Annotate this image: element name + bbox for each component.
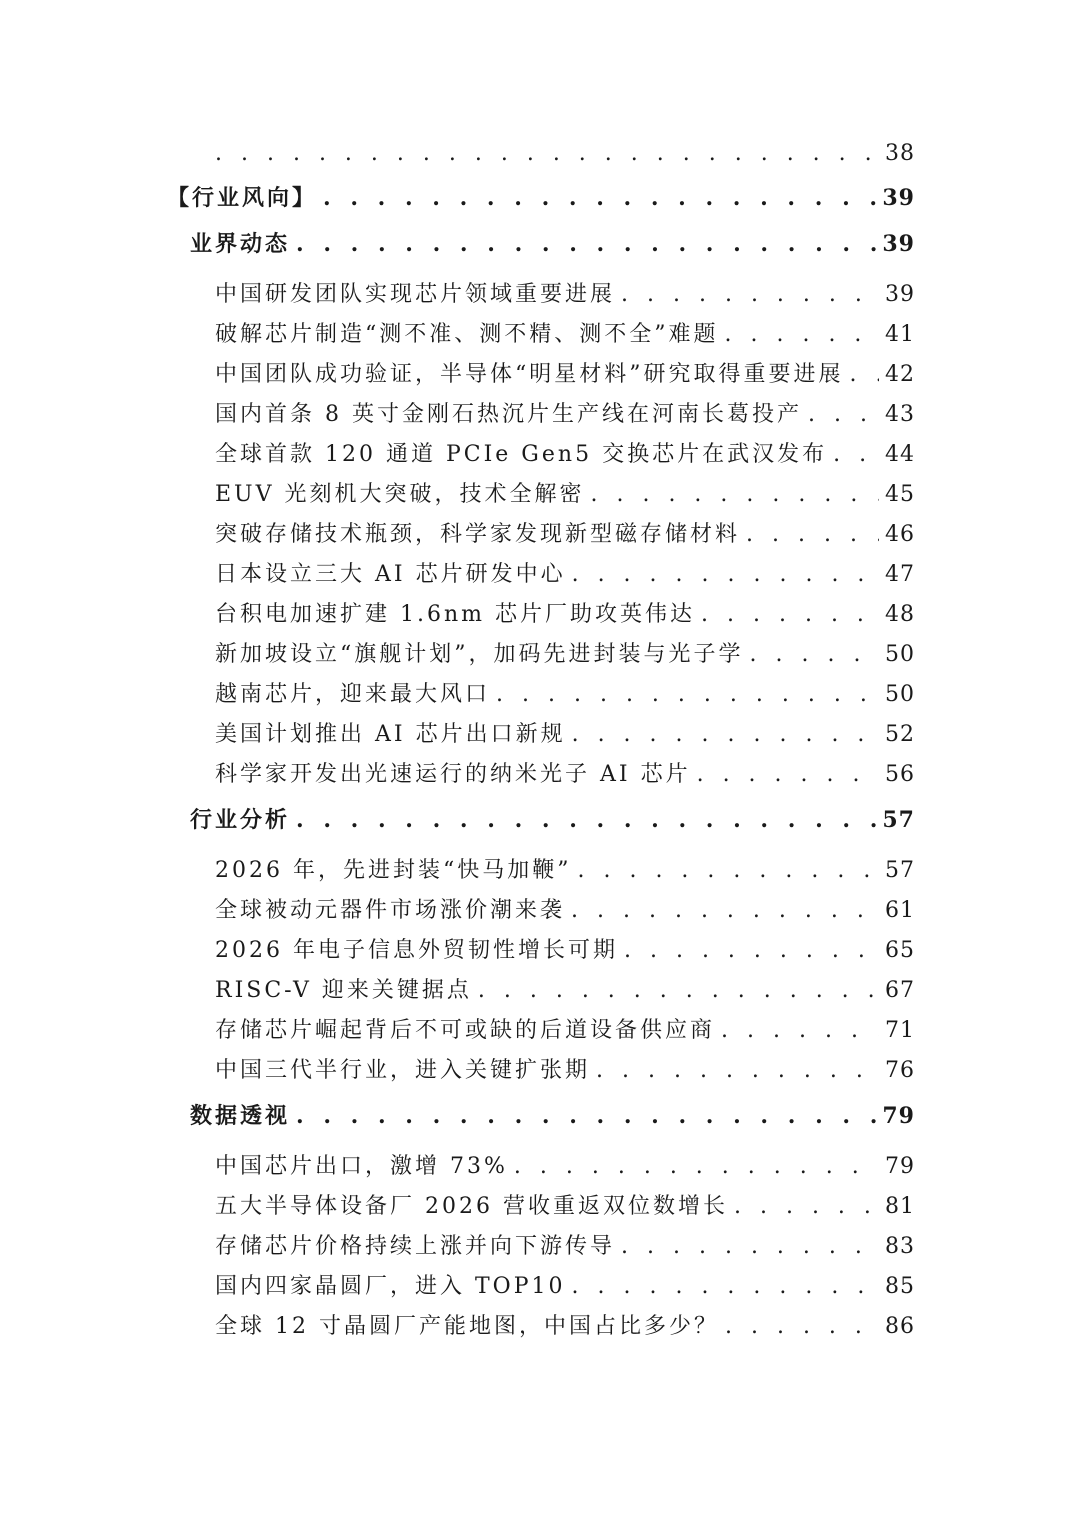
- toc-page-number: 41: [885, 322, 915, 347]
- toc-page-number: 47: [885, 562, 915, 587]
- toc-title: 2026 年电子信息外贸韧性增长可期: [215, 938, 618, 963]
- toc-page-number: 71: [885, 1018, 915, 1043]
- toc-title: 全球 12 寸晶圆厂产能地图，中国占比多少？: [215, 1314, 719, 1339]
- toc-page-number: 44: [885, 442, 915, 467]
- toc-entry[interactable]: [215, 760, 915, 790]
- toc-entry[interactable]: [215, 1232, 915, 1262]
- dot-leader: [624, 936, 879, 966]
- toc-entry[interactable]: [215, 480, 915, 510]
- toc-title: 突破存储技术瓶颈，科学家发现新型磁存储材料: [215, 522, 741, 547]
- toc-entry[interactable]: [215, 720, 915, 750]
- toc-entry[interactable]: [215, 640, 915, 670]
- dot-leader: [850, 360, 880, 390]
- toc-title: 2026 年，先进封装“快马加鞭”: [215, 858, 572, 883]
- dot-leader: [750, 640, 880, 670]
- toc-page-number: 52: [885, 722, 915, 747]
- dot-leader: [323, 183, 876, 213]
- toc-entry[interactable]: [215, 1056, 915, 1086]
- toc-page-number: 86: [885, 1314, 915, 1339]
- dot-leader: [296, 805, 876, 835]
- toc-entry[interactable]: [215, 856, 915, 886]
- dot-leader: [808, 400, 879, 430]
- dot-leader: [215, 139, 879, 169]
- toc-entry[interactable]: [215, 936, 915, 966]
- dot-leader: [621, 1232, 879, 1262]
- toc-entry[interactable]: [215, 1272, 915, 1302]
- toc-title: 行业分析: [190, 807, 291, 833]
- dot-leader: [746, 520, 879, 550]
- toc-continuation-line: [215, 139, 915, 169]
- toc-page-number: 57: [882, 807, 915, 833]
- toc-title: RISC-V 迎来关键据点: [215, 978, 472, 1003]
- toc-title: 业界动态: [190, 231, 291, 257]
- toc-title: 全球首款 120 通道 PCIe Gen5 交换芯片在武汉发布: [215, 442, 828, 467]
- toc-page-number: 43: [885, 402, 915, 427]
- dot-leader: [697, 760, 879, 790]
- toc-page-number: 57: [885, 858, 915, 883]
- toc-entry[interactable]: [215, 600, 915, 630]
- toc-title: 中国芯片出口，激增 73%: [215, 1154, 508, 1179]
- toc-page-number: 38: [885, 141, 915, 166]
- dot-leader: [571, 896, 879, 926]
- toc-title: 国内首条 8 英寸金刚石热沉片生产线在河南长葛投产: [215, 402, 802, 427]
- dot-leader: [701, 600, 879, 630]
- toc-title: 台积电加速扩建 1.6nm 芯片厂助攻英伟达: [215, 602, 696, 627]
- toc-page-number: 50: [885, 682, 915, 707]
- toc-page-number: 45: [885, 482, 915, 507]
- toc-page-number: 76: [885, 1058, 915, 1083]
- toc-title: 中国研发团队实现芯片领域重要进展: [215, 282, 616, 307]
- dot-leader: [296, 229, 876, 259]
- toc-page-number: 50: [885, 642, 915, 667]
- toc-title: 科学家开发出光速运行的纳米光子 AI 芯片: [215, 762, 691, 787]
- dot-leader: [572, 560, 879, 590]
- toc-entry[interactable]: [215, 896, 915, 926]
- dot-leader: [596, 1056, 879, 1086]
- toc-entry[interactable]: [215, 440, 915, 470]
- dot-leader: [621, 280, 879, 310]
- toc-title: 存储芯片价格持续上涨并向下游传导: [215, 1234, 616, 1259]
- toc-page-number: 79: [885, 1154, 915, 1179]
- toc-page-number: 85: [885, 1274, 915, 1299]
- toc-entry[interactable]: [215, 400, 915, 430]
- dot-leader: [721, 1016, 879, 1046]
- toc-page-number: 61: [885, 898, 915, 923]
- toc-page-number: 81: [885, 1194, 915, 1219]
- dot-leader: [496, 680, 879, 710]
- toc-page-number: 39: [885, 282, 915, 307]
- dot-leader: [725, 1312, 879, 1342]
- dot-leader: [833, 440, 879, 470]
- toc-page-number: 39: [882, 231, 915, 257]
- toc-title: 新加坡设立“旗舰计划”，加码先进封装与光子学: [215, 642, 744, 667]
- toc-entry[interactable]: [215, 680, 915, 710]
- toc-page-number: 42: [885, 362, 915, 387]
- toc-page-number: 65: [885, 938, 915, 963]
- dot-leader: [478, 976, 879, 1006]
- toc-title: EUV 光刻机大突破，技术全解密: [215, 482, 585, 507]
- toc-title: 五大半导体设备厂 2026 营收重返双位数增长: [215, 1194, 728, 1219]
- toc-title: 越南芯片，迎来最大风口: [215, 682, 491, 707]
- toc-title: 破解芯片制造“测不准、测不精、测不全”难题: [215, 322, 719, 347]
- toc-entry[interactable]: [215, 976, 915, 1006]
- toc-entry[interactable]: [215, 560, 915, 590]
- toc-title: 美国计划推出 AI 芯片出口新规: [215, 722, 566, 747]
- toc-entry[interactable]: [215, 1312, 915, 1342]
- toc-page-number: 67: [885, 978, 915, 1003]
- toc-title: 存储芯片崛起背后不可或缺的后道设备供应商: [215, 1018, 716, 1043]
- dot-leader: [577, 856, 879, 886]
- toc-page-number: 46: [885, 522, 915, 547]
- toc-entry[interactable]: [215, 320, 915, 350]
- toc-entry[interactable]: [215, 360, 915, 390]
- toc-subsection-heading[interactable]: [190, 229, 915, 259]
- toc-entry[interactable]: [215, 520, 915, 550]
- dot-leader: [296, 1101, 876, 1131]
- toc-subsection-heading[interactable]: [190, 805, 915, 835]
- dot-leader: [734, 1192, 879, 1222]
- toc-entry[interactable]: [215, 1016, 915, 1046]
- dot-leader: [514, 1152, 879, 1182]
- dot-leader: [590, 480, 879, 510]
- toc-title: 全球被动元器件市场涨价潮来袭: [215, 898, 566, 923]
- toc-entry[interactable]: [215, 1192, 915, 1222]
- toc-page-number: 48: [885, 602, 915, 627]
- toc-entry[interactable]: [215, 1152, 915, 1182]
- toc-title: 【行业风向】: [167, 185, 318, 211]
- toc-section-heading[interactable]: [167, 183, 915, 213]
- dot-leader: [572, 1272, 879, 1302]
- toc-title: 日本设立三大 AI 芯片研发中心: [215, 562, 566, 587]
- dot-leader: [572, 720, 879, 750]
- toc-title: 中国三代半行业，进入关键扩张期: [215, 1058, 591, 1083]
- toc-entry[interactable]: [215, 280, 915, 310]
- dot-leader: [725, 320, 880, 350]
- toc-title: 国内四家晶圆厂，进入 TOP10: [215, 1274, 566, 1299]
- toc-page-number: 39: [882, 185, 915, 211]
- toc-page-number: 56: [885, 762, 915, 787]
- toc-page-number: 83: [885, 1234, 915, 1259]
- toc-title: 数据透视: [190, 1103, 291, 1129]
- toc-page-number: 79: [882, 1103, 915, 1129]
- toc-subsection-heading[interactable]: [190, 1101, 915, 1131]
- toc-title: 中国团队成功验证，半导体“明星材料”研究取得重要进展: [215, 362, 844, 387]
